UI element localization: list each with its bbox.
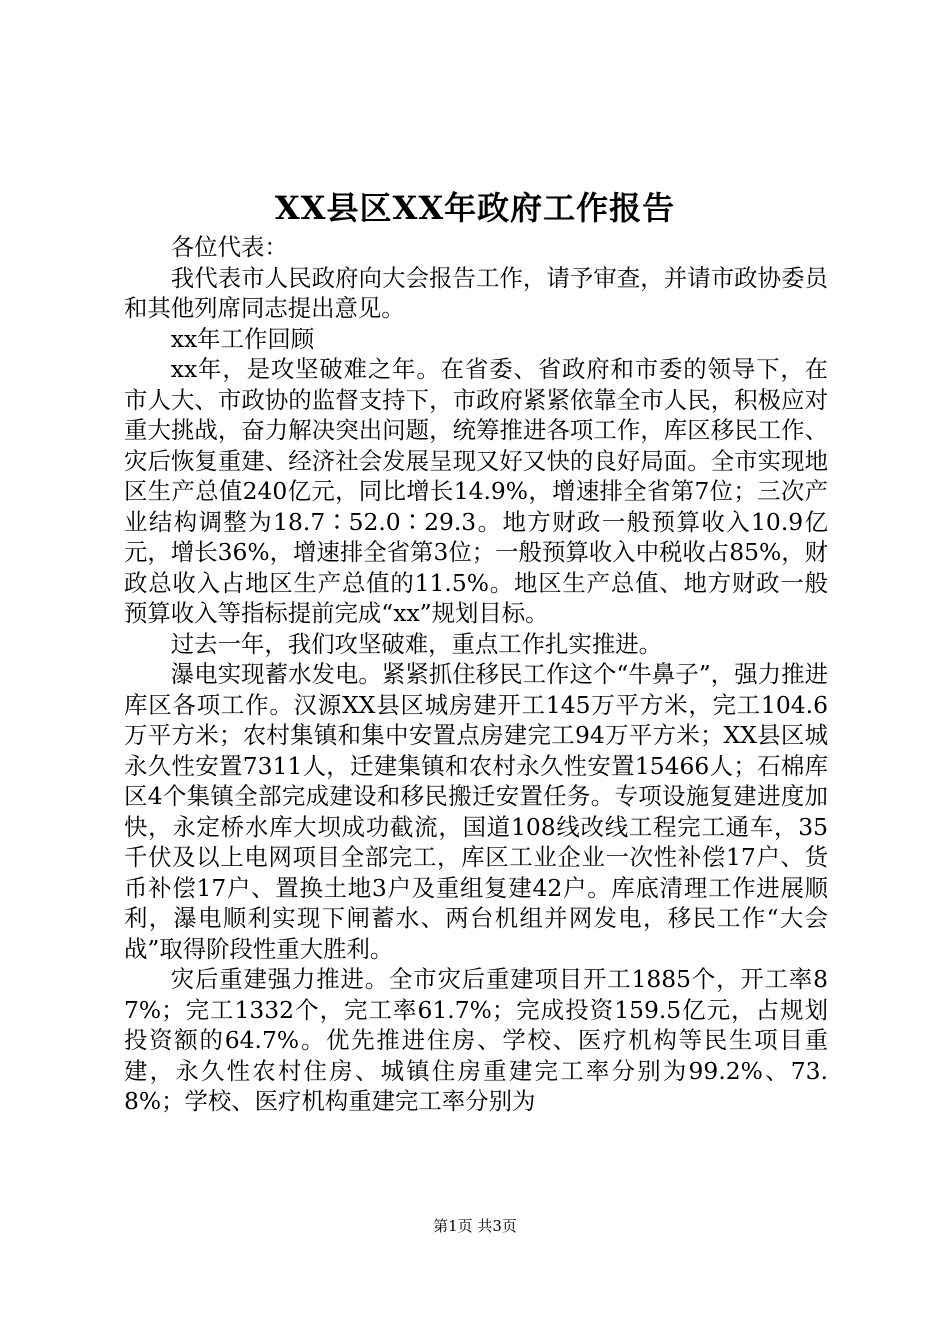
paragraph-hydropower: 瀑电实现蓄水发电。紧紧抓住移民工作这个“牛鼻子”，强力推进库区各项工作。汉源XX县区城房建开工145万平方米，完工104.6万平方米；农村集镇和集中安置点房建完工94万平方米；XX县区城永久性安置7311人，迁建集镇和农村永久性安置15466人；石棉库区4个集镇全部完成建设和移民搬迁安置任务。专项设施复建进度加快，永定桥水库大坝成功截流，国道108线改线工程完工通车，35千伏及以上电网项目全部完工，库区工业企业一次性补偿17户、货币补偿17户、置换土地3户及重组复建42户。库底清理工作进展顺利，瀑电顺利实现下闸蓄水、两台机组并网发电，移民工作“大会战”取得阶段性重大胜利。	[124, 660, 828, 963]
document-title: XX县区XX年政府工作报告	[274, 189, 676, 227]
paragraph-overview: xx年，是攻坚破难之年。在省委、省政府和市委的领导下，在市人大、市政协的监督支持下，市政府紧紧依靠全市人民，积极应对重大挑战，奋力解决突出问题，统筹推进各项工作，库区移民工作、灾后恢复重建、经济社会发展呈现又好又快的良好局面。全市实现地区生产总值240亿元，同比增长14.9%，增速排全省第7位；三次产业结构调整为18.7∶52.0∶29.3。地方财政一般预算收入10.9亿元，增长36%，增速排全省第3位；一般预算收入中税收占85%，财政总收入占地区生产总值的11.5%。地区生产总值、地方财政一般预算收入等指标提前完成“xx”规划目标。	[124, 355, 828, 627]
page-footer: 第1页 共3页	[433, 1217, 517, 1235]
paragraph-reconstruction: 灾后重建强力推进。全市灾后重建项目开工1885个，开工率87%；完工1332个，完工率61.7%；完成投资159.5亿元，占规划投资额的64.7%。优先推进住房、学校、医疗机构等民生项目重建，永久性农村住房、城镇住房重建完工率分别为99.2%、73.8%；学校、医疗机构重建完工率分别为	[124, 965, 828, 1115]
paragraph-summary: 过去一年，我们攻坚破难，重点工作扎实推进。	[170, 629, 662, 658]
document-body	[124, 232, 828, 1117]
paragraph-salutation: 各位代表：	[170, 233, 288, 261]
section-heading-review: xx年工作回顾	[170, 324, 315, 353]
paragraph-intro: 我代表市人民政府向大会报告工作，请予审查，并请市政协委员和其他列席同志提出意见。	[124, 263, 828, 322]
